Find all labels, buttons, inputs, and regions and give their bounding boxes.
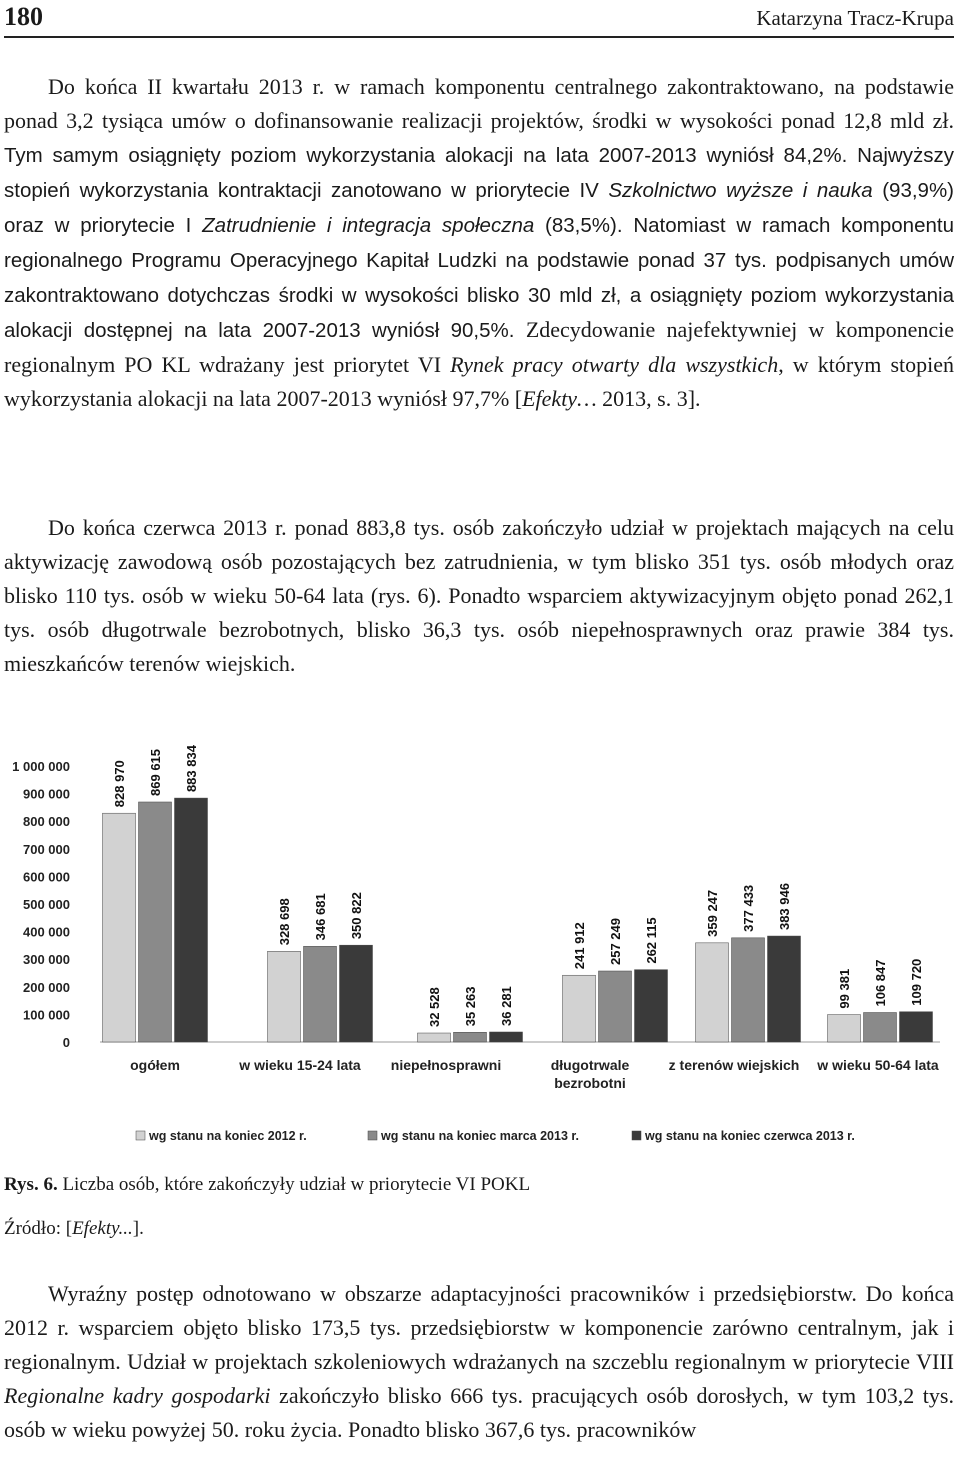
bar-data-label: 328 698 [277,898,292,946]
y-tick-label: 100 000 [23,1007,70,1023]
bar [563,975,596,1042]
para1-text: Zdecydowanie najefektywniej w komponencie regionalnym PO KL wdrażany jest priorytet VI [4,317,954,377]
y-tick-label: 1 000 000 [12,759,70,774]
bar [599,971,632,1042]
x-tick-label: w wieku 15-24 lata [239,1057,361,1073]
y-tick-label: 200 000 [23,979,70,995]
bar [268,951,301,1042]
legend-swatch [368,1131,377,1140]
para1-sans-part: (93,9%) oraz w priorytecie I [4,179,955,237]
bar-data-label: 35 263 [463,986,478,1027]
bar-data-label: 350 822 [349,892,364,940]
figure-source [4,1218,144,1240]
bar-data-label: 257 249 [608,917,623,965]
page-number: 180 [4,2,43,31]
figure-caption-text: Liczba osób, które zakończyły udział w priorytecie VI POKL [57,1174,531,1195]
bar [732,938,765,1042]
priority-viii-title: Regionalne kadry gospodarki [4,1383,271,1408]
legend-label: wg stanu na koniec marca 2013 r. [381,1129,580,1143]
bar-data-label: 359 247 [705,889,720,937]
bar-data-label: 241 912 [572,922,587,970]
priority-i-title: Zatrudnienie i integracja społeczna [202,214,535,237]
para1-text: Do końca II kwartału 2013 r. w ramach komponentu centralnego zakontraktowano, na podstawie ponad 3,2 tysiąca umów o dofinansowanie realizacji projektów, środki w wysokości ponad 12,8 mld zł. [4,74,954,133]
bar [864,1013,897,1042]
bar [340,945,373,1042]
bar [139,802,172,1042]
para1-sans-part: (83,5%). Natomiast w ramach komponentu regionalnego Programu Operacyjnego Kapitał Ludzki na podstawie ponad 37 tys. podpisanych umów zakontraktowano dotychczas środki w wysokości blisko 30 mld zł, a osiągnięty poziom wykorzystania alokacji dostępnej na lata 2007-2013 wyniósł 90,5%. [4,214,954,342]
running-author: Katarzyna Tracz-Krupa [756,6,954,30]
citation-italic: Efekty… [522,386,597,411]
bar-data-label: 32 528 [427,987,442,1028]
y-tick-label: 500 000 [23,897,70,912]
para1-text-sans [4,144,954,342]
para3-text: Wyraźny postęp odnotowano w obszarze adaptacyjności pracowników i przedsiębiorstw. Do końca 2012 r. wsparciem objęto blisko 173,5 tys. przedsiębiorstw w komponencie zarówno centralnym, jak i regionalnym. Udział w projektach szkoleniowych wdrażanych na szczeblu regionalnym w priorytecie VIII [4,1281,954,1374]
y-tick-label: 900 000 [23,786,70,802]
legend-swatch [632,1131,641,1140]
bar-data-label: 883 834 [184,745,199,793]
x-tick-label: z terenów wiejskich [668,1057,800,1073]
para1-text: 2013, s. 3]. [596,386,701,411]
x-tick-label: niepełnosprawni [390,1057,502,1073]
bar [900,1012,933,1042]
source-label: Źródło: [ [4,1218,73,1239]
bar [175,798,208,1042]
figure-label: Rys. 6. [4,1174,58,1195]
y-tick-label: 700 000 [23,841,70,857]
legend-label: wg stanu na koniec 2012 r. [149,1129,307,1143]
paragraph-1 [4,70,954,416]
figure-caption [4,1174,530,1196]
bar-data-label: 869 615 [148,748,163,796]
y-tick-label: 0 [62,1035,70,1050]
bar-data-label: 383 946 [777,883,792,931]
bar [454,1032,487,1042]
bar-data-label: 106 847 [873,959,888,1007]
source-end: ]. [132,1218,144,1239]
para1-text: , w którym stopień wykorzystania alokacji na lata 2007-2013 wyniósł 97,7% [ [4,352,954,411]
bar [696,943,729,1042]
bar-data-label: 262 115 [644,917,659,964]
y-tick-label: 800 000 [23,814,70,830]
bar [490,1032,523,1042]
x-tick-label-line: bezrobotni [554,1075,626,1091]
bar-data-label: 109 720 [909,958,924,1006]
paragraph-2 [4,511,954,681]
bar [103,813,136,1042]
running-header [4,0,954,38]
y-tick-label: 400 000 [23,924,70,940]
bar-data-label: 828 970 [112,760,127,808]
bar-data-label: 377 433 [741,884,756,932]
para3-text: zakończyło blisko 666 tys. pracujących osób dorosłych, w tym 103,2 tys. osób w wieku powyżej 50. roku życia. Ponadto blisko 367,6 tys. pracowników [4,1383,954,1442]
bar-data-label: 346 681 [313,893,328,941]
x-tick-label [551,1057,630,1091]
bar [304,946,337,1042]
x-tick-label-line: długotrwale [550,1057,630,1073]
bar [828,1015,861,1042]
source-italic: Efekty... [72,1218,133,1239]
x-tick-label: w wieku 50-64 lata [817,1057,939,1073]
para1-sans-part: Tym samym osiągnięty poziom wykorzystania alokacji na lata 2007-2013 wyniósł 84,2%. Najwyższy stopień wykorzystania kontraktacji zanotowano w priorytecie IV [4,144,954,202]
legend-swatch [136,1131,145,1140]
x-tick-label: ogółem [130,1057,180,1073]
para2-text: Do końca czerwca 2013 r. ponad 883,8 tys. osób zakończyło udział w projektach mających na celu aktywizację zawodową osób pozostających bez zatrudnienia, w tym blisko 351 tys. osób młodych oraz blisko 110 tys. osób w wieku 50-64 lata (rys. 6). Ponadto wsparciem aktywizacyjnym objęto ponad 262,1 tys. osób długotrwale bezrobotnych, blisko 36,3 tys. osób niepełnosprawnych oraz prawie 384 tys. mieszkańców terenów wiejskich. [4,515,954,676]
bar-chart [0,744,960,1154]
y-tick-label: 600 000 [23,869,70,885]
priority-vi-title: Rynek pracy otwarty dla wszystkich [450,352,779,377]
bar [768,936,801,1042]
bar-data-label: 99 381 [837,968,852,1009]
bar [418,1033,451,1042]
bar [635,970,668,1042]
paragraph-3 [4,1277,954,1447]
y-tick-label: 300 000 [23,952,70,968]
priority-iv-title: Szkolnictwo wyższe i nauka [608,179,873,202]
bar-data-label: 36 281 [499,986,514,1026]
legend-label: wg stanu na koniec czerwca 2013 r. [645,1129,855,1143]
